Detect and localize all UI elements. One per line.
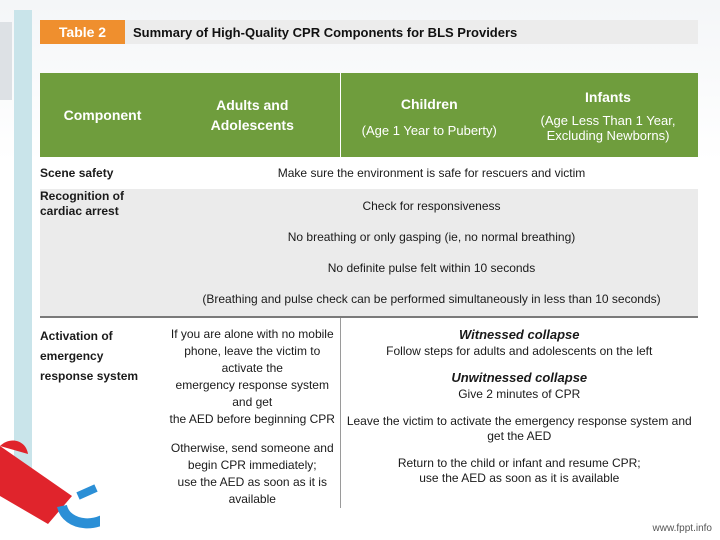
adults-text1-line2: phone, leave the victim to activate the xyxy=(184,344,321,375)
header-infants xyxy=(518,73,698,157)
header-children-title: Children xyxy=(400,95,458,112)
scene-safety-label: Scene safety xyxy=(40,166,114,180)
row-recognition xyxy=(40,189,698,317)
return-text-line2: use the AED as soon as it is available xyxy=(419,471,620,485)
table-title-bar xyxy=(40,20,698,44)
witnessed-collapse-text: Follow steps for adults and adolescents on the left xyxy=(386,344,653,358)
decorative-sidebar xyxy=(14,10,32,496)
row-scene-safety xyxy=(40,157,698,189)
activation-label-line3: response system xyxy=(40,369,139,383)
adults-text1-line1: If you are alone with no mobile xyxy=(170,327,334,341)
recognition-label-line2: cardiac arrest xyxy=(40,204,119,218)
adults-text1-line3: emergency response system and get xyxy=(175,378,329,409)
header-infants-title: Infants xyxy=(585,89,631,105)
header-adults-line1: Adults and xyxy=(216,97,289,113)
adults-text2-line1: Otherwise, send someone and xyxy=(170,441,334,455)
activation-adults xyxy=(165,317,340,508)
adults-text1-line4: the AED before beginning CPR xyxy=(169,412,335,426)
header-component xyxy=(40,73,165,157)
activation-children-infants xyxy=(340,317,698,508)
decorative-band xyxy=(0,22,12,100)
recognition-label xyxy=(40,189,165,317)
recognition-text xyxy=(165,189,698,317)
heart-logo-icon xyxy=(0,436,100,536)
header-infants-sub1: (Age Less Than 1 Year, xyxy=(540,113,676,128)
witnessed-collapse-title: Witnessed collapse xyxy=(458,327,580,342)
header-adults-line2: Adolescents xyxy=(210,117,294,133)
unwitnessed-collapse-text: Give 2 minutes of CPR xyxy=(458,387,581,401)
cpr-summary-table xyxy=(40,73,698,508)
row-activation xyxy=(40,317,698,508)
adults-text2-line2: begin CPR immediately; xyxy=(187,458,317,472)
activation-label-line1: Activation of xyxy=(40,329,113,343)
header-infants-sub2: Excluding Newborns) xyxy=(546,128,670,143)
recognition-line4: (Breathing and pulse check can be performed simultaneously in less than 10 seconds) xyxy=(202,292,661,306)
header-component-text: Component xyxy=(63,107,142,123)
unwitnessed-collapse-title: Unwitnessed collapse xyxy=(451,370,588,385)
footer-site-text: www.fppt.info xyxy=(652,523,712,534)
return-text-line1: Return to the child or infant and resume CPR; xyxy=(397,456,641,470)
table-caption: Summary of High-Quality CPR Components for BLS Providers xyxy=(133,24,518,40)
header-adults xyxy=(165,73,340,157)
recognition-line3: No definite pulse felt within 10 seconds xyxy=(327,261,536,275)
header-children xyxy=(340,73,518,157)
table-header-row xyxy=(40,73,698,157)
header-children-sub: (Age 1 Year to Puberty) xyxy=(361,122,497,138)
recognition-line1: Check for responsiveness xyxy=(362,199,501,213)
leave-victim-text: Leave the victim to activate the emergency response system and get the AED xyxy=(346,414,692,443)
table-number-label: Table 2 xyxy=(40,20,125,44)
scene-safety-text: Make sure the environment is safe for rescuers and victim xyxy=(277,166,586,180)
recognition-label-line1: Recognition of xyxy=(40,189,124,203)
adults-text2-line3: use the AED as soon as it is available xyxy=(177,475,327,506)
recognition-line2: No breathing or only gasping (ie, no normal breathing) xyxy=(287,230,576,244)
activation-label-line2: emergency xyxy=(40,349,104,363)
